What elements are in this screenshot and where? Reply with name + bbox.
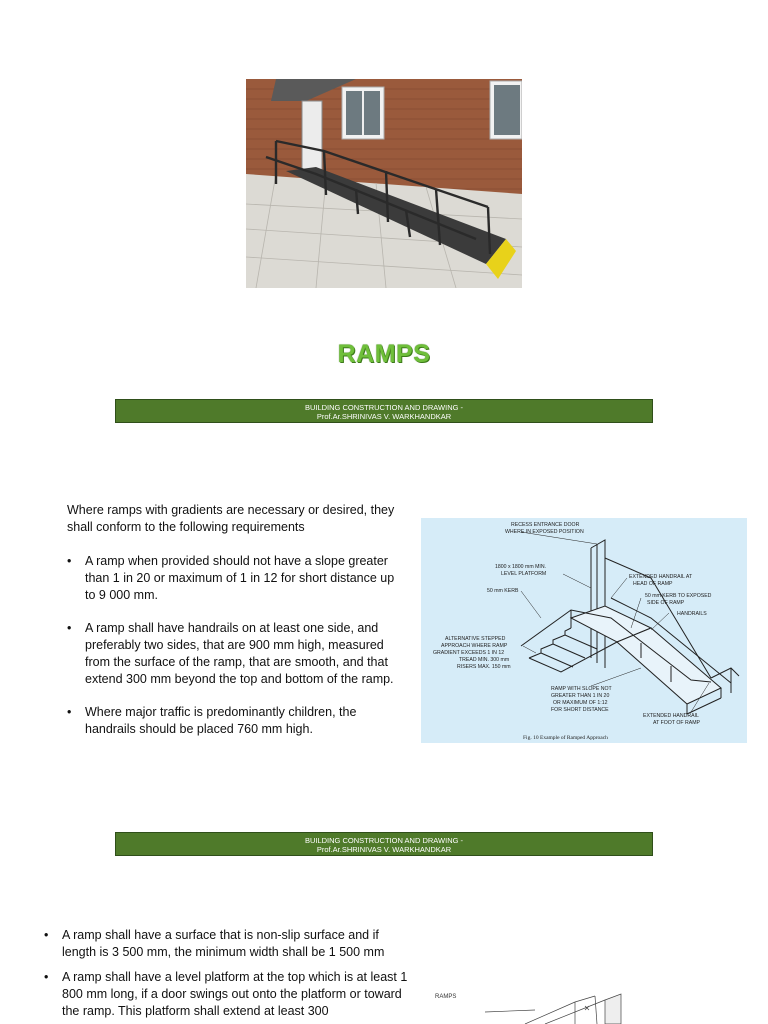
label-kerb-exposed: 50 mm KERB TO EXPOSED <box>645 593 712 599</box>
list-item: • A ramp when provided should not have a slope greater than 1 in 20 or maximum of 1 in 12 for short distance up to 9 000 mm. <box>67 553 397 604</box>
requirements-list <box>67 553 397 738</box>
banner-author-line: Prof.Ar.SHRINIVAS V. WARKHANDKAR <box>316 845 452 854</box>
list-item: • A ramp shall have a surface that is non-slip surface and if length is 3 500 mm, the minimum width shall be 1 500 mm <box>44 927 416 961</box>
label-ext-head: EXTENDED HANDRAIL AT <box>629 574 693 580</box>
banner-author-line: Prof.Ar.SHRINIVAS V. WARKHANDKAR <box>316 412 452 421</box>
label-platform: 1800 x 1800 mm MIN. <box>495 564 547 570</box>
banner-course-line: BUILDING CONSTRUCTION AND DRAWING - <box>304 403 464 412</box>
figure-caption: Fig. 10 Example of Ramped Approach <box>523 735 608 741</box>
label-kerb: 50 mm KERB <box>487 588 519 594</box>
label-slope-1: RAMP WITH SLOPE NOT <box>551 686 612 692</box>
label-ext-foot-2: AT FOOT OF RAMP <box>653 720 700 726</box>
label-platform-2: LEVEL PLATFORM <box>501 571 547 577</box>
label-alt-4: TREAD MIN. 300 mm <box>459 657 510 663</box>
label-alt-1: ALTERNATIVE STEPPED <box>445 636 506 642</box>
label-recess-2: WHERE IN EXPOSED POSITION <box>505 529 584 535</box>
label-alt-2: APPROACH WHERE RAMP <box>441 643 508 649</box>
label-handrails: HANDRAILS <box>677 611 707 617</box>
label-kerb-exposed-2: SIDE OF RAMP <box>647 600 685 606</box>
sketch-label: RAMPS <box>435 994 457 1000</box>
ramp-approach-diagram <box>421 518 747 743</box>
slide-footer-banner <box>115 399 653 423</box>
ramp-rules-list <box>44 927 416 1020</box>
slide-title: RAMPS <box>337 340 431 368</box>
ramp-photo <box>246 79 522 288</box>
ramp-sketch <box>425 980 735 1024</box>
label-slope-3: OR MAXIMUM OF 1:12 <box>553 700 608 706</box>
label-alt-3: GRADIENT EXCEEDS 1 IN 12 <box>433 650 505 656</box>
list-item: • A ramp shall have handrails on at least one side, and preferably two sides, that are 900 mm high, measured from the surface of the ramp, that are smooth, and that extend 300 mm beyond the top and bottom of the ramp. <box>67 620 397 688</box>
list-item: • Where major traffic is predominantly children, the handrails should be placed 760 mm high. <box>67 704 397 738</box>
label-slope-4: FOR SHORT DISTANCE <box>551 707 609 713</box>
label-slope-2: GREATER THAN 1 IN 20 <box>551 693 610 699</box>
label-recess: RECESS ENTRANCE DOOR <box>511 522 580 528</box>
slide-footer-banner-2 <box>115 832 653 856</box>
list-item: • A ramp shall have a level platform at the top which is at least 1 800 mm long, if a door swings out onto the platform or toward the ramp. This platform shall extend at least 300 <box>44 969 416 1020</box>
label-ext-foot: EXTENDED HANDRAIL <box>643 713 699 719</box>
intro-paragraph: Where ramps with gradients are necessary or desired, they shall conform to the following requirements <box>67 503 395 534</box>
banner-course-line: BUILDING CONSTRUCTION AND DRAWING - <box>304 836 464 845</box>
label-alt-5: RISERS MAX. 150 mm <box>457 664 511 670</box>
label-ext-head-2: HEAD OF RAMP <box>633 581 673 587</box>
